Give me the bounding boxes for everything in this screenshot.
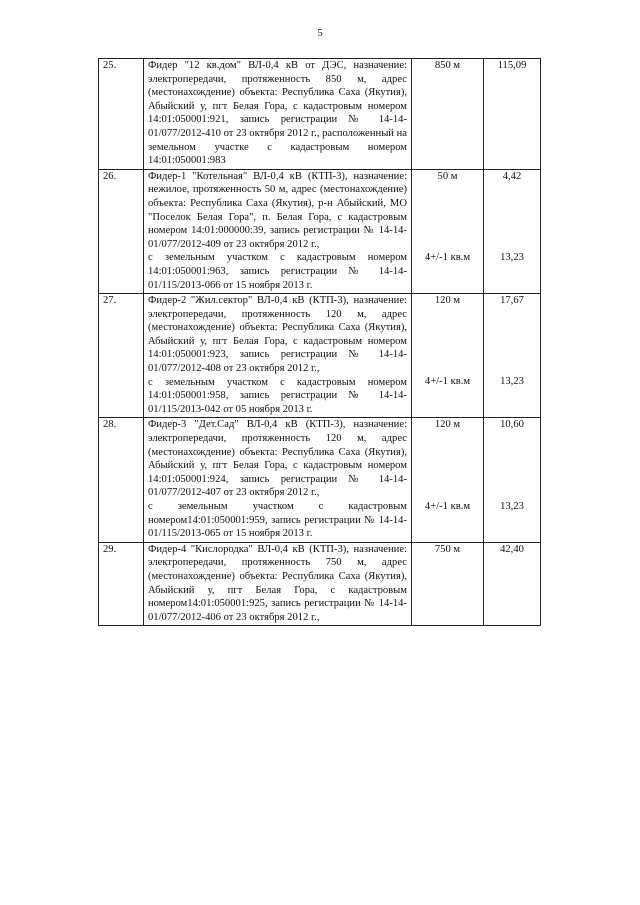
row-number: 27.: [99, 294, 144, 418]
extent-cell: [412, 59, 484, 170]
object-description-cell: [144, 59, 412, 170]
object-description-cell: [144, 418, 412, 542]
extent-value: 4+/-1 кв.м: [424, 500, 471, 512]
object-description: Фидер-1 "Котельная" ВЛ-0,4 кВ (КТП-3), назначение: нежилое, протяженность 50 м, адрес (местонахождение) объекта: Республика Саха (Якутия), р-н Абыйский, МО "Поселок Белая Гора", п. Белая Гора, с кадастровым номером 14:01:000000:39, запись регистрации № 14-14-01/077/2012-409 от 23 октября 2012 г.,: [148, 170, 407, 250]
land-plot-description: с земельным участком с кадастровым номером14:01:050001:959, запись регистрации № 14-14-01/115/2013-065 от 15 ноября 2013 г.: [148, 501, 407, 540]
value-amount: 10,60: [500, 419, 524, 431]
value-amount: 13,23: [500, 500, 524, 512]
row-number: 28.: [99, 418, 144, 542]
extent-value: 850 м: [434, 60, 461, 71]
object-description-parts: [148, 418, 407, 540]
row-number: 26.: [99, 169, 144, 293]
object-description-parts: [148, 59, 407, 168]
extent-value: 4+/-1 кв.м: [424, 376, 471, 388]
table-row: [99, 59, 541, 170]
table-row: [99, 418, 541, 542]
page-number: 5: [317, 27, 323, 39]
extent-value: 50 м: [437, 170, 458, 182]
extent-cell: [412, 294, 484, 418]
extent-cell: [412, 418, 484, 542]
value-amount: 13,23: [500, 251, 524, 263]
object-description: Фидер-3 "Дет.Сад" ВЛ-0,4 кВ (КТП-3), назначение: электропередачи, протяженность 120 м, адрес (местонахождение) объекта: Республика Саха (Якутия), Абыйский у, пгт Белая Гора, с кадастровым номером 14:01:050001:924, запись регистрации № 14-14-01/077/2012-407 от 23 октября 2012 г.,: [148, 419, 407, 499]
object-description-parts: [148, 170, 407, 292]
object-description: Фидер-4 "Кислородка" ВЛ-0,4 кВ (КТП-3), назначение: электропередачи, протяженность 750 м, адрес (местонахождение) объекта: Республика Саха (Якутия), Абыйский у, пгт Белая Гора, с кадастровым номером14:01:050001:925, запись регистрации № 14-14-01/077/2012-406 от 23 октября 2012 г.,: [148, 543, 407, 623]
value-cell: [484, 294, 541, 418]
value-amount: 42,40: [500, 543, 524, 555]
object-description: Фидер "12 кв.дом" ВЛ-0,4 кВ от ДЭС, назначение: электропередачи, протяженность 850 м, адрес (местонахождение) объекта: Республика Саха (Якутия), Абыйский у, пгт Белая Гора, с кадастровым номером 14:01:050001:921, запись регистрации № 14-14-01/077/2012-410 от 23 октября 2012 г., расположенный на земельном участке с кадастровым номером 14:01:050001:983: [148, 60, 407, 167]
object-description-parts: [148, 543, 407, 625]
object-description-cell: [144, 294, 412, 418]
object-description-parts: [148, 294, 407, 416]
value-cell: [484, 418, 541, 542]
value-amount: 4,42: [502, 170, 522, 182]
value-amount: 13,23: [500, 376, 524, 388]
object-description: Фидер-2 "Жил.сектор" ВЛ-0,4 кВ (КТП-3), назначение: электропередачи, протяженность 120 м, адрес (местонахождение) объекта: Республика Саха (Якутия), Абыйский у, пгт Белая Гора, с кадастровым номером 14:01:050001:923, запись регистрации № 14-14-01/077/2012-408 от 23 октября 2012 г.,: [148, 295, 407, 375]
extent-cell: [412, 542, 484, 626]
table-row: [99, 169, 541, 293]
value-cell: [484, 169, 541, 293]
extent-value: 4+/-1 кв.м: [424, 251, 471, 263]
value-cell: [484, 542, 541, 626]
value-cell: [484, 59, 541, 170]
registry-table: [98, 58, 541, 626]
extent-cell: [412, 169, 484, 293]
land-plot-description: с земельным участком с кадастровым номером 14:01:050001:958, запись регистрации № 14-14-01/115/2013-042 от 05 ноября 2013 г.: [148, 376, 407, 415]
table-row: [99, 294, 541, 418]
registry-table-body: [99, 59, 541, 626]
table-row: [99, 542, 541, 626]
land-plot-description: с земельным участком с кадастровым номером 14:01:050001:963, запись регистрации № 14-14-01/115/2013-066 от 15 ноября 2013 г.: [148, 252, 407, 291]
value-amount: 115,09: [497, 60, 527, 71]
object-description-cell: [144, 542, 412, 626]
extent-value: 120 м: [434, 295, 461, 307]
object-description-cell: [144, 169, 412, 293]
row-number: 29.: [99, 542, 144, 626]
value-amount: 17,67: [500, 295, 524, 307]
row-number: 25.: [99, 59, 144, 170]
extent-value: 750 м: [434, 543, 461, 555]
extent-value: 120 м: [434, 419, 461, 431]
